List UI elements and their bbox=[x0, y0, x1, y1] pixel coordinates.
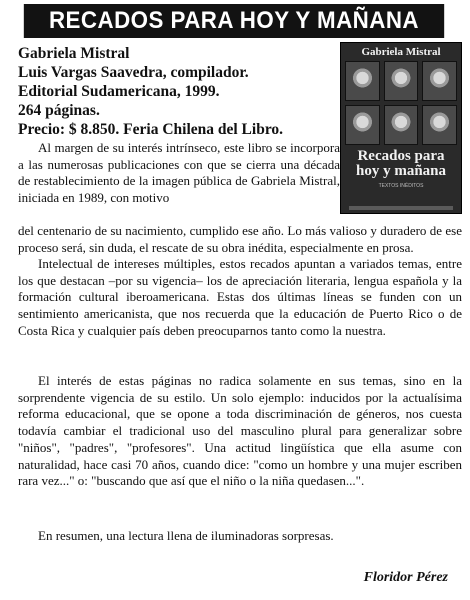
review-paragraph bbox=[18, 528, 462, 545]
cover-title-line: Recados para bbox=[357, 148, 445, 164]
reviewer-signature: Floridor Pérez bbox=[363, 570, 448, 585]
cover-title bbox=[341, 149, 461, 179]
paragraph-text: Al margen de su interés intrínseco, este libro se incorpora a las numerosas publicaciones con que se cierra una década de restablecimiento de la imagen pública de Gabriela Mistral, iniciada en 1989, con motivo bbox=[18, 140, 340, 206]
paragraph-text: En resumen, una lectura llena de iluminadoras sorpresas. bbox=[38, 528, 334, 543]
portrait-photo bbox=[422, 105, 457, 145]
cover-subtitle: TEXTOS INÉDITOS bbox=[378, 183, 424, 189]
portrait-photo bbox=[345, 61, 380, 101]
paragraph-text: El interés de estas páginas no radica solamente en sus temas, sino en la sorprendente vigencia de su estilo. Un solo ejemplo: inducidos por la actualísima reforma educacional, que se opone a toda discriminación de géneros, nos cuesta todavía cambiar el tradicional uso del masculino plural para generalizar sobre "niños", "padres", "profesores". Una actitud lingüística que ella asume con naturalidad, hace casi 70 años, cuando dice: "como un hombre y una mujer escriben rara vez..." o: "buscando que así que el niño o la niña quedasen...". bbox=[18, 373, 462, 489]
headline-banner: RECADOS PARA HOY Y MAÑANA bbox=[24, 4, 444, 38]
paragraph-text: del centenario de su nacimiento, cumplido ese año. Lo más valioso y duradero de ese proceso será, sin duda, el rescate de su obra inédita, especialmente en prosa. bbox=[18, 223, 462, 255]
review-paragraph bbox=[18, 256, 462, 340]
portrait-photo bbox=[384, 105, 419, 145]
book-compiler: Luis Vargas Saavedra, compilador. bbox=[18, 64, 249, 81]
book-pages: 264 páginas. bbox=[18, 102, 100, 119]
book-price: Precio: $ 8.850. Feria Chilena del Libro. bbox=[18, 121, 284, 138]
review-paragraph bbox=[18, 373, 462, 490]
cover-author: Gabriela Mistral bbox=[361, 46, 441, 58]
cover-portrait-grid bbox=[345, 61, 457, 145]
book-author: Gabriela Mistral bbox=[18, 45, 130, 62]
portrait-photo bbox=[384, 61, 419, 101]
review-paragraph-continuation bbox=[18, 223, 462, 256]
review-paragraph bbox=[18, 140, 340, 207]
book-details bbox=[18, 44, 318, 139]
portrait-photo bbox=[422, 61, 457, 101]
book-cover-image bbox=[340, 42, 462, 214]
cover-footer-band bbox=[349, 206, 453, 210]
cover-title-line: hoy y mañana bbox=[355, 163, 447, 179]
book-publisher: Editorial Sudamericana, 1999. bbox=[18, 83, 220, 100]
paragraph-text: Intelectual de intereses múltiples, estos recados apuntan a variados temas, entre los que destacan –por su vigencia– los de apreciación literaria, lengua española y la formación cultural iberoamericana. Estas dos últimas líneas se funden con un sentimiento americanista, que nos recuerda que la educación de Puerto Rico o de Costa Rica y cualquier país deben preocuparnos tanto como la nuestra. bbox=[18, 256, 462, 338]
portrait-photo bbox=[345, 105, 380, 145]
